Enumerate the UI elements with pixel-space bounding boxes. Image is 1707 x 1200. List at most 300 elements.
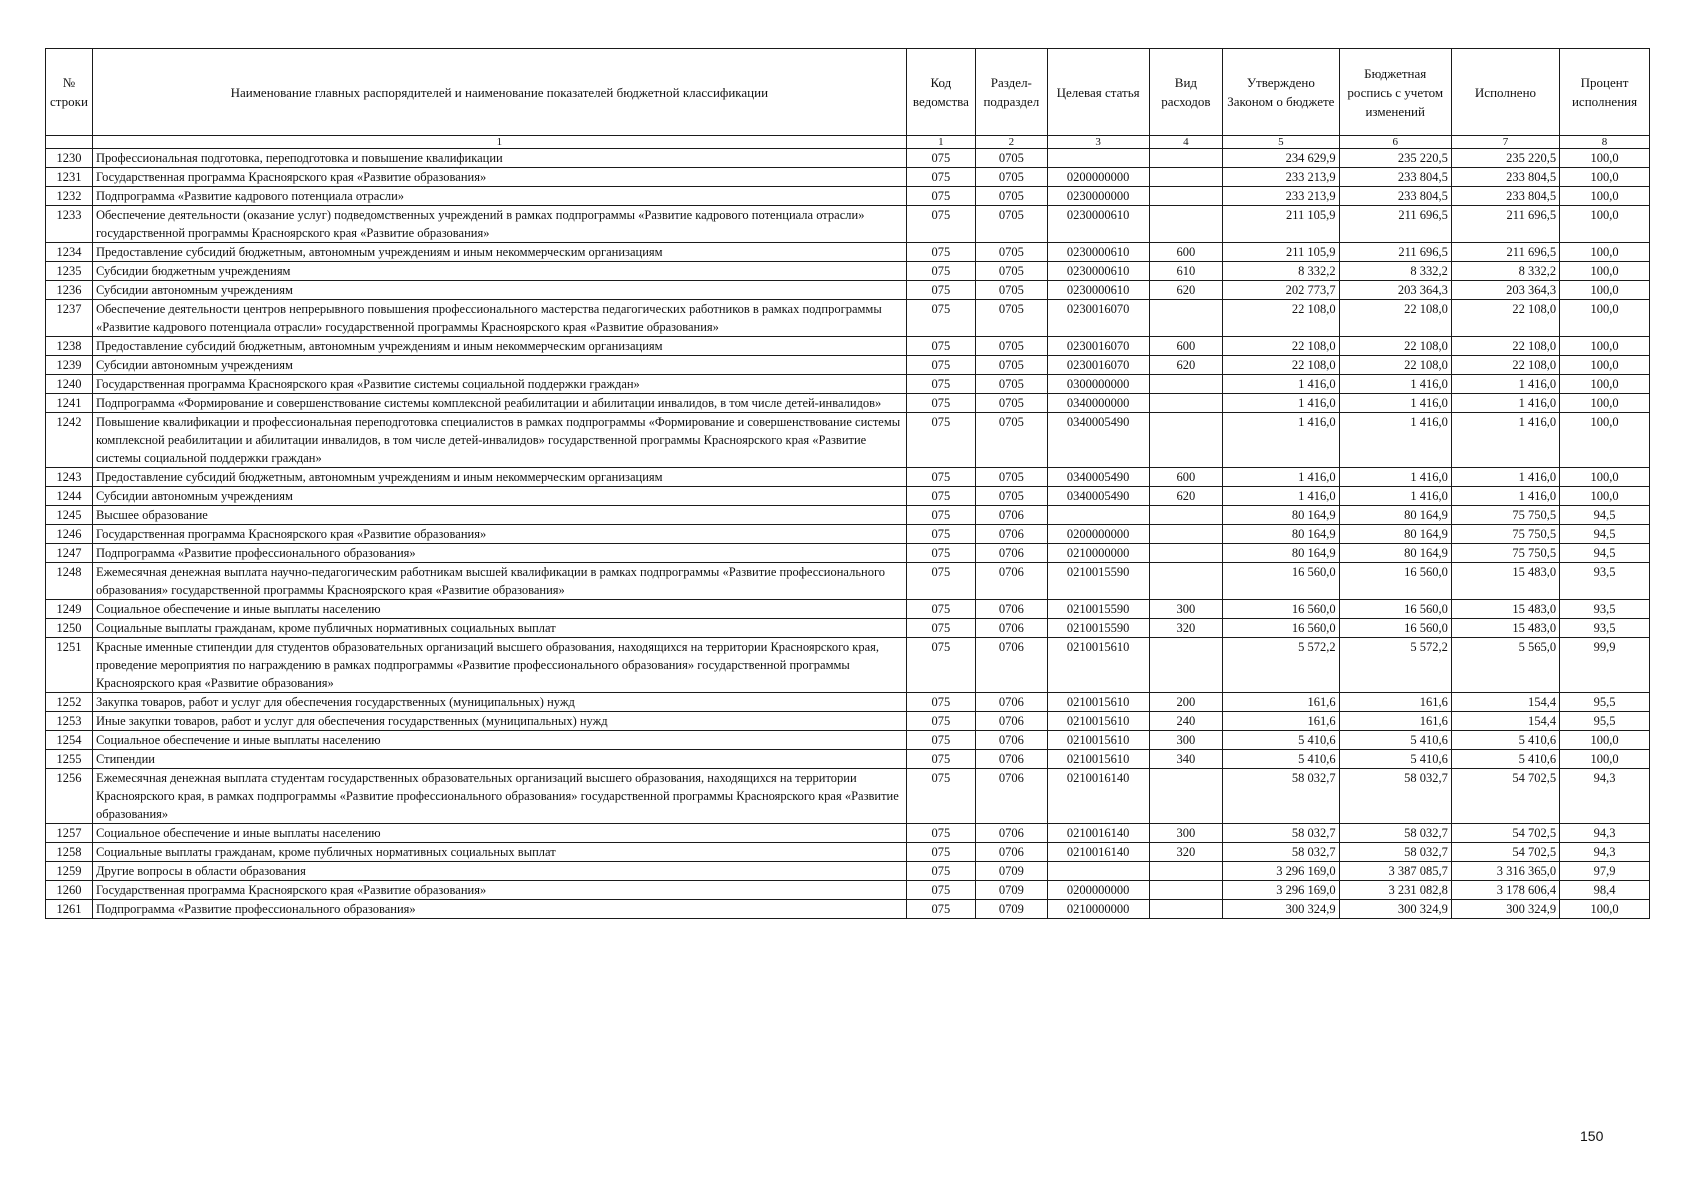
expense-type-code [1149,187,1223,206]
target-item-code: 0340005490 [1047,413,1149,468]
row-name: Субсидии автономным учреждениям [92,487,906,506]
section-code: 0706 [976,619,1047,638]
section-code: 0705 [976,262,1047,281]
approved-amount: 8 332,2 [1223,262,1339,281]
row-name: Красные именные стипендии для студентов образовательных организаций высшего образования, находящихся на территории Красноярского края, проведение мероприятия по награждению в рамках подпрограммы «Развитие профессионального образования» государственной программы Красноярского края «Развитие образования» [92,638,906,693]
target-item-code [1047,149,1149,168]
table-row [46,619,1650,638]
budget-list-amount: 58 032,7 [1339,843,1451,862]
table-row [46,300,1650,337]
row-name: Ежемесячная денежная выплата студентам государственных образовательных организаций высшего образования, находящихся на территории Красноярского края, в рамках подпрограммы «Развитие профессионального образования» государственной программы Красноярского края «Развитие образования» [92,769,906,824]
section-code: 0706 [976,525,1047,544]
approved-amount: 1 416,0 [1223,375,1339,394]
table-row [46,900,1650,919]
approved-amount: 1 416,0 [1223,413,1339,468]
expense-type-code [1149,413,1223,468]
table-row [46,468,1650,487]
execution-percent: 97,9 [1560,862,1650,881]
budget-list-amount: 5 410,6 [1339,750,1451,769]
header-expense-type: Вид расходов [1149,49,1223,136]
target-item-code: 0300000000 [1047,375,1149,394]
table-row [46,262,1650,281]
approved-amount: 16 560,0 [1223,600,1339,619]
executed-amount: 22 108,0 [1451,356,1559,375]
executed-amount: 211 696,5 [1451,243,1559,262]
budget-list-amount: 211 696,5 [1339,243,1451,262]
dept-code: 075 [906,394,975,413]
dept-code: 075 [906,881,975,900]
expense-type-code [1149,525,1223,544]
target-item-code: 0230016070 [1047,300,1149,337]
row-number: 1250 [46,619,93,638]
budget-list-amount: 16 560,0 [1339,563,1451,600]
budget-list-amount: 80 164,9 [1339,544,1451,563]
dept-code: 075 [906,731,975,750]
execution-percent: 100,0 [1560,750,1650,769]
column-number: 1 [906,136,975,149]
section-code: 0705 [976,394,1047,413]
dept-code: 075 [906,506,975,525]
table-row [46,281,1650,300]
row-number: 1247 [46,544,93,563]
row-name: Субсидии автономным учреждениям [92,281,906,300]
approved-amount: 58 032,7 [1223,824,1339,843]
row-name: Стипендии [92,750,906,769]
dept-code: 075 [906,281,975,300]
dept-code: 075 [906,750,975,769]
row-number: 1255 [46,750,93,769]
expense-type-code: 600 [1149,468,1223,487]
header-budget-list: Бюджетная роспись с учетом изменений [1339,49,1451,136]
target-item-code: 0210015590 [1047,563,1149,600]
execution-percent: 93,5 [1560,619,1650,638]
target-item-code: 0200000000 [1047,168,1149,187]
section-code: 0705 [976,337,1047,356]
table-row [46,149,1650,168]
table-row [46,337,1650,356]
section-code: 0706 [976,563,1047,600]
section-code: 0706 [976,638,1047,693]
executed-amount: 22 108,0 [1451,300,1559,337]
expense-type-code: 240 [1149,712,1223,731]
expense-type-code [1149,544,1223,563]
table-row [46,638,1650,693]
expense-type-code [1149,638,1223,693]
table-row [46,187,1650,206]
section-code: 0705 [976,375,1047,394]
expense-type-code [1149,769,1223,824]
dept-code: 075 [906,337,975,356]
execution-percent: 100,0 [1560,281,1650,300]
column-number: 3 [1047,136,1149,149]
row-name: Подпрограмма «Развитие профессионального образования» [92,544,906,563]
column-number: 5 [1223,136,1339,149]
row-number: 1234 [46,243,93,262]
dept-code: 075 [906,187,975,206]
execution-percent: 95,5 [1560,712,1650,731]
budget-list-amount: 161,6 [1339,712,1451,731]
execution-percent: 100,0 [1560,375,1650,394]
executed-amount: 54 702,5 [1451,843,1559,862]
section-code: 0706 [976,769,1047,824]
row-number: 1236 [46,281,93,300]
target-item-code [1047,862,1149,881]
execution-percent: 100,0 [1560,413,1650,468]
row-number: 1240 [46,375,93,394]
table-row [46,712,1650,731]
section-code: 0705 [976,468,1047,487]
execution-percent: 93,5 [1560,600,1650,619]
expense-type-code: 300 [1149,600,1223,619]
section-code: 0706 [976,506,1047,525]
executed-amount: 5 410,6 [1451,731,1559,750]
target-item-code: 0230016070 [1047,337,1149,356]
row-number: 1233 [46,206,93,243]
row-number: 1241 [46,394,93,413]
expense-type-code [1149,375,1223,394]
approved-amount: 16 560,0 [1223,563,1339,600]
dept-code: 075 [906,487,975,506]
approved-amount: 3 296 169,0 [1223,881,1339,900]
page-number: 150 [1580,1128,1604,1144]
dept-code: 075 [906,900,975,919]
row-name: Социальное обеспечение и иные выплаты населению [92,731,906,750]
row-number: 1258 [46,843,93,862]
table-row [46,413,1650,468]
expense-type-code: 200 [1149,693,1223,712]
row-number: 1253 [46,712,93,731]
dept-code: 075 [906,525,975,544]
approved-amount: 233 213,9 [1223,187,1339,206]
row-number: 1252 [46,693,93,712]
approved-amount: 1 416,0 [1223,487,1339,506]
table-row [46,206,1650,243]
approved-amount: 202 773,7 [1223,281,1339,300]
budget-list-amount: 300 324,9 [1339,900,1451,919]
execution-percent: 99,9 [1560,638,1650,693]
budget-list-amount: 3 387 085,7 [1339,862,1451,881]
execution-percent: 100,0 [1560,149,1650,168]
execution-percent: 100,0 [1560,337,1650,356]
section-code: 0706 [976,824,1047,843]
section-code: 0706 [976,544,1047,563]
expense-type-code [1149,394,1223,413]
executed-amount: 3 178 606,4 [1451,881,1559,900]
row-number: 1259 [46,862,93,881]
executed-amount: 154,4 [1451,693,1559,712]
target-item-code: 0210015590 [1047,619,1149,638]
executed-amount: 1 416,0 [1451,375,1559,394]
budget-list-amount: 80 164,9 [1339,525,1451,544]
approved-amount: 22 108,0 [1223,356,1339,375]
execution-percent: 100,0 [1560,900,1650,919]
table-row [46,750,1650,769]
row-number: 1239 [46,356,93,375]
expense-type-code: 620 [1149,487,1223,506]
header-target-item: Целевая статья [1047,49,1149,136]
target-item-code: 0210015610 [1047,638,1149,693]
dept-code: 075 [906,356,975,375]
executed-amount: 75 750,5 [1451,544,1559,563]
target-item-code: 0340005490 [1047,487,1149,506]
budget-list-amount: 1 416,0 [1339,487,1451,506]
row-name: Государственная программа Красноярского края «Развитие системы социальной поддержки граждан» [92,375,906,394]
row-name: Предоставление субсидий бюджетным, автономным учреждениям и иным некоммерческим организациям [92,243,906,262]
table-row [46,544,1650,563]
column-number-row [46,136,1650,149]
dept-code: 075 [906,619,975,638]
column-number: 2 [976,136,1047,149]
row-number: 1244 [46,487,93,506]
table-row [46,563,1650,600]
target-item-code: 0230000610 [1047,281,1149,300]
row-number: 1257 [46,824,93,843]
section-code: 0705 [976,187,1047,206]
execution-percent: 100,0 [1560,487,1650,506]
row-name: Социальные выплаты гражданам, кроме публичных нормативных социальных выплат [92,619,906,638]
target-item-code: 0210000000 [1047,900,1149,919]
approved-amount: 80 164,9 [1223,525,1339,544]
budget-list-amount: 16 560,0 [1339,619,1451,638]
approved-amount: 234 629,9 [1223,149,1339,168]
approved-amount: 1 416,0 [1223,468,1339,487]
section-code: 0705 [976,168,1047,187]
approved-amount: 5 410,6 [1223,750,1339,769]
dept-code: 075 [906,300,975,337]
target-item-code: 0340000000 [1047,394,1149,413]
dept-code: 075 [906,600,975,619]
executed-amount: 233 804,5 [1451,168,1559,187]
row-name: Субсидии бюджетным учреждениям [92,262,906,281]
expense-type-code: 620 [1149,356,1223,375]
row-name: Предоставление субсидий бюджетным, автономным учреждениям и иным некоммерческим организациям [92,468,906,487]
dept-code: 075 [906,149,975,168]
approved-amount: 5 410,6 [1223,731,1339,750]
table-row [46,693,1650,712]
dept-code: 075 [906,563,975,600]
budget-list-amount: 5 410,6 [1339,731,1451,750]
row-name: Государственная программа Красноярского края «Развитие образования» [92,168,906,187]
approved-amount: 300 324,9 [1223,900,1339,919]
header-dept-code: Код ведомства [906,49,975,136]
approved-amount: 22 108,0 [1223,300,1339,337]
execution-percent: 100,0 [1560,394,1650,413]
table-row [46,881,1650,900]
execution-percent: 100,0 [1560,262,1650,281]
executed-amount: 1 416,0 [1451,487,1559,506]
table-row [46,356,1650,375]
expense-type-code [1149,862,1223,881]
section-code: 0705 [976,413,1047,468]
expense-type-code: 300 [1149,824,1223,843]
execution-percent: 100,0 [1560,356,1650,375]
row-number: 1251 [46,638,93,693]
budget-list-amount: 1 416,0 [1339,375,1451,394]
budget-list-amount: 22 108,0 [1339,300,1451,337]
target-item-code: 0230000610 [1047,206,1149,243]
approved-amount: 211 105,9 [1223,243,1339,262]
row-number: 1254 [46,731,93,750]
header-row-no: № строки [46,49,93,136]
section-code: 0706 [976,750,1047,769]
executed-amount: 15 483,0 [1451,619,1559,638]
section-code: 0705 [976,206,1047,243]
row-name: Социальное обеспечение и иные выплаты населению [92,600,906,619]
table-row [46,525,1650,544]
approved-amount: 233 213,9 [1223,168,1339,187]
expense-type-code: 340 [1149,750,1223,769]
budget-list-amount: 8 332,2 [1339,262,1451,281]
target-item-code: 0210015610 [1047,750,1149,769]
table-row [46,394,1650,413]
row-name: Субсидии автономным учреждениям [92,356,906,375]
target-item-code: 0200000000 [1047,881,1149,900]
execution-percent: 100,0 [1560,187,1650,206]
executed-amount: 233 804,5 [1451,187,1559,206]
expense-type-code [1149,881,1223,900]
executed-amount: 1 416,0 [1451,468,1559,487]
expense-type-code [1149,206,1223,243]
target-item-code: 0210016140 [1047,824,1149,843]
row-name: Обеспечение деятельности (оказание услуг) подведомственных учреждений в рамках подпрограммы «Развитие кадрового потенциала отрасли» государственной программы Красноярского края «Развитие образования» [92,206,906,243]
execution-percent: 100,0 [1560,168,1650,187]
header-name: Наименование главных распорядителей и наименование показателей бюджетной классификации [92,49,906,136]
expense-type-code: 620 [1149,281,1223,300]
row-name: Другие вопросы в области образования [92,862,906,881]
execution-percent: 100,0 [1560,731,1650,750]
header-executed: Исполнено [1451,49,1559,136]
executed-amount: 3 316 365,0 [1451,862,1559,881]
row-number: 1246 [46,525,93,544]
approved-amount: 22 108,0 [1223,337,1339,356]
table-body [46,149,1650,919]
executed-amount: 235 220,5 [1451,149,1559,168]
approved-amount: 1 416,0 [1223,394,1339,413]
target-item-code: 0210015610 [1047,712,1149,731]
dept-code: 075 [906,262,975,281]
expense-type-code: 600 [1149,243,1223,262]
row-name: Иные закупки товаров, работ и услуг для обеспечения государственных (муниципальных) нужд [92,712,906,731]
row-number: 1260 [46,881,93,900]
expense-type-code [1149,506,1223,525]
budget-list-amount: 22 108,0 [1339,356,1451,375]
execution-percent: 93,5 [1560,563,1650,600]
row-name: Закупка товаров, работ и услуг для обеспечения государственных (муниципальных) нужд [92,693,906,712]
approved-amount: 80 164,9 [1223,506,1339,525]
expense-type-code: 320 [1149,843,1223,862]
expense-type-code: 600 [1149,337,1223,356]
column-number: 6 [1339,136,1451,149]
section-code: 0705 [976,243,1047,262]
table-row [46,168,1650,187]
dept-code: 075 [906,413,975,468]
column-number: 7 [1451,136,1559,149]
expense-type-code [1149,900,1223,919]
budget-list-amount: 3 231 082,8 [1339,881,1451,900]
executed-amount: 15 483,0 [1451,600,1559,619]
header-percent: Процент исполнения [1560,49,1650,136]
section-code: 0709 [976,862,1047,881]
budget-list-amount: 58 032,7 [1339,824,1451,843]
dept-code: 075 [906,243,975,262]
budget-list-amount: 211 696,5 [1339,206,1451,243]
section-code: 0705 [976,281,1047,300]
budget-list-amount: 80 164,9 [1339,506,1451,525]
target-item-code [1047,506,1149,525]
execution-percent: 100,0 [1560,300,1650,337]
section-code: 0705 [976,487,1047,506]
expense-type-code [1149,168,1223,187]
executed-amount: 1 416,0 [1451,413,1559,468]
section-code: 0706 [976,693,1047,712]
budget-list-amount: 233 804,5 [1339,187,1451,206]
expense-type-code [1149,149,1223,168]
row-number: 1243 [46,468,93,487]
target-item-code: 0230000610 [1047,243,1149,262]
approved-amount: 5 572,2 [1223,638,1339,693]
budget-list-amount: 22 108,0 [1339,337,1451,356]
header-approved: Утверждено Законом о бюджете [1223,49,1339,136]
approved-amount: 16 560,0 [1223,619,1339,638]
target-item-code: 0210015610 [1047,693,1149,712]
dept-code: 075 [906,206,975,243]
section-code: 0706 [976,731,1047,750]
executed-amount: 154,4 [1451,712,1559,731]
approved-amount: 80 164,9 [1223,544,1339,563]
executed-amount: 5 410,6 [1451,750,1559,769]
column-number: 8 [1560,136,1650,149]
dept-code: 075 [906,468,975,487]
target-item-code: 0210016140 [1047,843,1149,862]
approved-amount: 58 032,7 [1223,843,1339,862]
execution-percent: 94,5 [1560,525,1650,544]
section-code: 0709 [976,881,1047,900]
executed-amount: 8 332,2 [1451,262,1559,281]
executed-amount: 54 702,5 [1451,769,1559,824]
row-number: 1232 [46,187,93,206]
row-number: 1261 [46,900,93,919]
approved-amount: 211 105,9 [1223,206,1339,243]
row-number: 1237 [46,300,93,337]
expense-type-code: 320 [1149,619,1223,638]
executed-amount: 22 108,0 [1451,337,1559,356]
budget-list-amount: 16 560,0 [1339,600,1451,619]
executed-amount: 5 565,0 [1451,638,1559,693]
dept-code: 075 [906,824,975,843]
expense-type-code: 610 [1149,262,1223,281]
row-name: Подпрограмма «Развитие профессионального образования» [92,900,906,919]
dept-code: 075 [906,712,975,731]
approved-amount: 161,6 [1223,693,1339,712]
row-name: Государственная программа Красноярского края «Развитие образования» [92,881,906,900]
execution-percent: 98,4 [1560,881,1650,900]
target-item-code: 0210000000 [1047,544,1149,563]
section-code: 0706 [976,712,1047,731]
budget-list-amount: 1 416,0 [1339,468,1451,487]
table-row [46,843,1650,862]
execution-percent: 94,3 [1560,824,1650,843]
section-code: 0709 [976,900,1047,919]
row-number: 1230 [46,149,93,168]
execution-percent: 100,0 [1560,206,1650,243]
row-name: Социальные выплаты гражданам, кроме публичных нормативных социальных выплат [92,843,906,862]
executed-amount: 300 324,9 [1451,900,1559,919]
execution-percent: 100,0 [1560,468,1650,487]
budget-list-amount: 58 032,7 [1339,769,1451,824]
table-row [46,506,1650,525]
target-item-code: 0200000000 [1047,525,1149,544]
execution-percent: 100,0 [1560,243,1650,262]
